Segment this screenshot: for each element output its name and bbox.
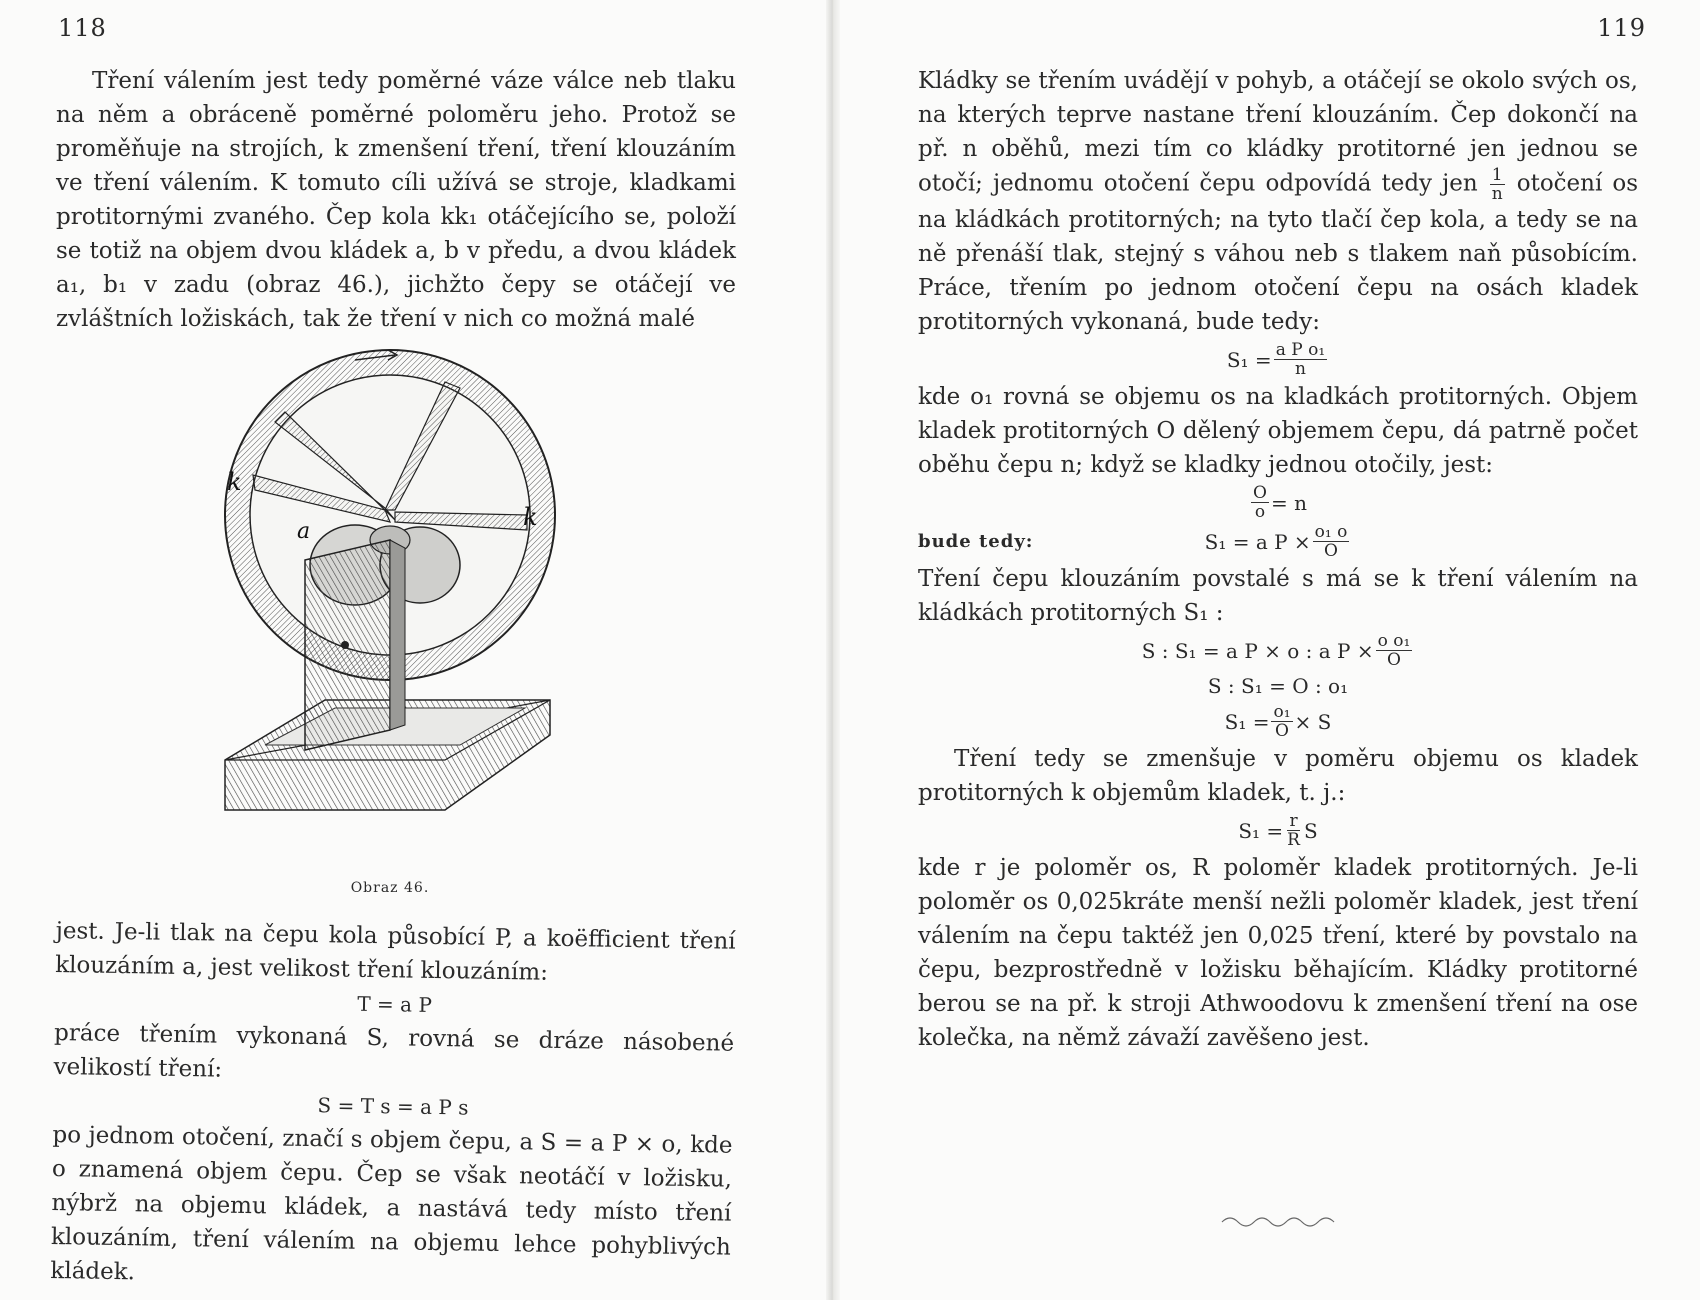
formula-work: S = T s = a P s [317, 1093, 469, 1120]
formula-o-over-o: $\frac{O}{o}$ = n [1253, 483, 1307, 522]
label-k-right: k [523, 503, 538, 531]
left-bottom-paragraph-1: jest. Je-li tlak na čepu kola působící P, a koëfficient tření klouzáním a, jest velikost tření klouzáním: [54, 917, 736, 986]
right-paragraph-5: kde r je poloměr os, R poloměr kladek protitorných. Je-li poloměr os 0,025kráte menší nežli poloměr kladek, jest tření válením na čepu taktéž jen 0,025 tření, které by povstalo na čepu, bezprostředně v ložisku běhajícím. Kládky protitorné berou se na př. k stroji Athwoodovu k zmenšení tření na ose kolečka, na němž závaží zavěšeno jest. [918, 855, 1638, 1051]
right-paragraph-1a: Kládky se třením uvádějí v pohyb, a otáčejí se okolo svých os, na kterých teprve nastane tření klouzáním. Čep dokončí na př. n oběhů, mezi tím co kládky protitorné jen jednou se otočí; jednomu otočení čepu odpovídá tedy jen [918, 68, 1638, 197]
right-text-block [918, 64, 1638, 1055]
formula-bude-tedy: bude tedy: S₁ = a P × $\frac{\text{o₁ o}}{O}$ [918, 522, 1348, 561]
bude-tedy-label: bude tedy: [918, 530, 1034, 552]
label-a: a [297, 519, 311, 544]
right-paragraph-1b: otočení os na kládkách protitorných; na tyto tlačí čep kola, a tedy se na ně přenáší tlak, stejný s váhou neb s tlakem naň působícím. Práce, třením po jednom otočení čepu na osách kladek protitorných vykonaná, bude tedy: [918, 170, 1639, 335]
right-paragraph-4: Tření tedy se zmenšuje v poměru objemu os kladek protitorných k objemům kladek, t. j.: [918, 746, 1638, 806]
formula-ratio-simple: S : S₁ = O : o₁ [1207, 674, 1349, 698]
label-k-left: k [227, 468, 242, 496]
flywheel-machine-illustration [205, 340, 575, 880]
left-bottom-paragraph-3: po jednom otočení, značí s objem čepu, a S = a P × o, kde o znamená objem čepu. Čep se však neotáčí v ložisku, nýbrž na objemu kládek, a nastává tedy místo tření klouzáním, tření válením na objemu lehce pohyblivých kládek. [50, 1121, 733, 1286]
right-paragraph-3: Tření čepu klouzáním povstalé s má se k tření válením na kládkách protitorných S₁ : [918, 566, 1638, 626]
formula-s1-work: S₁ = $\frac{\text{a P o₁}}{n}$ [1226, 340, 1326, 379]
right-page-number: 119 [1597, 14, 1646, 42]
formula-s1-ratio: S₁ = $\frac{\text{o₁}}{O}$ × S [1224, 702, 1332, 741]
figure-46 [205, 340, 575, 900]
fraction-one-over-n: $\frac{1}{n}$ [1491, 165, 1503, 204]
figure-caption: Obraz 46. [350, 880, 430, 896]
right-paragraph-1 [918, 64, 1638, 339]
left-bottom-text-block [50, 914, 736, 1299]
left-bottom-paragraph-2: práce třením vykonaná S, rovná se dráze násobené velikostí tření: [53, 1019, 735, 1083]
formula-s1-radius: S₁ = $\frac{r}{R}$ S [1238, 811, 1318, 850]
book-gutter [826, 0, 840, 1300]
left-top-paragraph: Tření válením jest tedy poměrné váze válce neb tlaku na něm a obráceně poměrné poloměru jeho. Protož se proměňuje na strojích, k zmenšení tření, tření klouzáním ve tření válením. K tomuto cíli užívá se stroje, kladkami protitornými zvaného. Čep kola kk₁ otáčejícího se, položí se totiž na objem dvou kládek a, b v předu, a dvou kládek a₁, b₁ v zadu (obraz 46.), jichžto čepy se otáčejí ve zvláštních ložiskách, tak že tření v nich co možná malé [56, 68, 736, 332]
end-ornament [1220, 1212, 1340, 1232]
left-page [0, 0, 826, 1300]
formula-ratio: S : S₁ = a P × o : a P × $\frac{\text{o o₁}}{O}$ [1141, 631, 1411, 670]
right-page [840, 0, 1700, 1300]
left-page-number: 118 [58, 14, 107, 42]
left-top-paragraph-block [56, 64, 736, 336]
right-paragraph-2: kde o₁ rovná se objemu os na kladkách protitorných. Objem kladek protitorných O dělený objemem čepu, dá patrně počet oběhu čepu n; když se kladky jednou otočily, jest: [918, 384, 1638, 478]
formula-friction: T = a P [357, 991, 433, 1017]
